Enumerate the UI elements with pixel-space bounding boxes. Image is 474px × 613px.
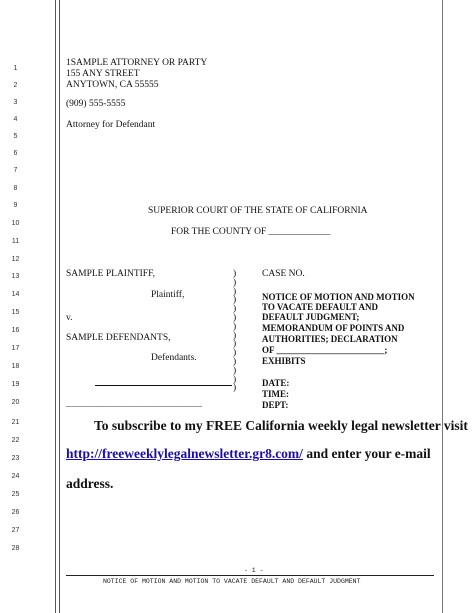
line-number: 23 [11,455,20,462]
line-number: 24 [11,473,20,480]
document-title-line: OF ________________________; [262,345,388,355]
promo-line-1: To subscribe to my FREE California weekly legal newsletter visit [94,418,468,433]
attorney-city: ANYTOWN, CA 55555 [66,80,159,90]
attorney-role: Attorney for Defendant [66,120,156,130]
line-number: 28 [11,545,20,552]
line-number: 7 [13,167,18,174]
footer-rule [66,575,434,576]
caption-paren-column: ) ) ) ) ) ) ) ) ) ) ) ) ) ) [233,269,237,394]
line-number: 3 [13,99,18,106]
defendants-name: SAMPLE DEFENDANTS, [66,333,171,343]
court-name: SUPERIOR COURT OF THE STATE OF CALIFORNIA [148,206,368,216]
line-number: 25 [11,491,20,498]
line-number: 9 [13,202,18,209]
document-title-line: NOTICE OF MOTION AND MOTION [262,292,415,302]
case-number-label: CASE NO. [262,269,305,279]
hearing-date-label: DATE: [262,378,290,388]
newsletter-link[interactable]: http://freeweeklylegalnewsletter.gr8.com/ [66,446,303,461]
hearing-dept-label: DEPT: [262,400,289,410]
versus: v. [66,313,73,323]
line-number: 13 [11,273,20,280]
line-number: 19 [11,381,20,388]
document-title-line: DEFAULT JUDGMENT; [262,312,360,322]
line-number: 2 [13,82,18,89]
line-number: 6 [13,150,18,157]
line-number: 4 [13,116,18,123]
line-number: 17 [11,345,20,352]
document-title-line: MEMORANDUM OF POINTS AND [262,323,405,333]
line-number: 14 [11,291,20,298]
line-number: 18 [11,363,20,370]
line-number: 15 [11,309,20,316]
court-county: FOR THE COUNTY OF _____________ [171,227,331,237]
plaintiff-role: Plaintiff, [151,290,185,300]
line-number: 27 [11,527,20,534]
line-number: 10 [11,220,20,227]
line-number: 5 [13,133,18,140]
plaintiff-name: SAMPLE PLAINTIFF, [66,269,155,279]
page-number: - 1 - [244,567,264,574]
line-number: 22 [11,437,20,444]
attorney-street: 155 ANY STREET [66,69,140,79]
footer-title: NOTICE OF MOTION AND MOTION TO VACATE DEFAULT AND DEFAULT JUDGMENT [103,578,361,585]
line-number: 21 [11,419,20,426]
line-number: 1 [13,65,18,72]
line-number: 8 [13,185,18,192]
caption-blank-line-1 [95,385,232,386]
document-title-line: EXHIBITS [262,356,306,366]
promo-line-2 [66,446,431,462]
line-number: 20 [11,399,20,406]
left-margin-rule-inner [59,0,60,613]
left-margin-rule [55,0,56,613]
line-number: 16 [11,327,20,334]
document-title-line: TO VACATE DEFAULT AND [262,302,378,312]
hearing-time-label: TIME: [262,389,289,399]
defendants-role: Defendants. [151,353,197,363]
caption-blank-line-2: ________________________________ [66,398,202,408]
promo-line-3: address. [66,476,114,491]
line-number: 12 [11,256,20,263]
document-title-line: AUTHORITIES; DECLARATION [262,334,398,344]
promo-line-2-text: and enter your e-mail [302,446,431,461]
right-margin-rule [442,0,443,613]
attorney-phone: (909) 555-5555 [66,99,126,109]
line-number: 11 [11,238,20,245]
line-number: 26 [11,509,20,516]
attorney-name: 1SAMPLE ATTORNEY OR PARTY [66,58,208,68]
